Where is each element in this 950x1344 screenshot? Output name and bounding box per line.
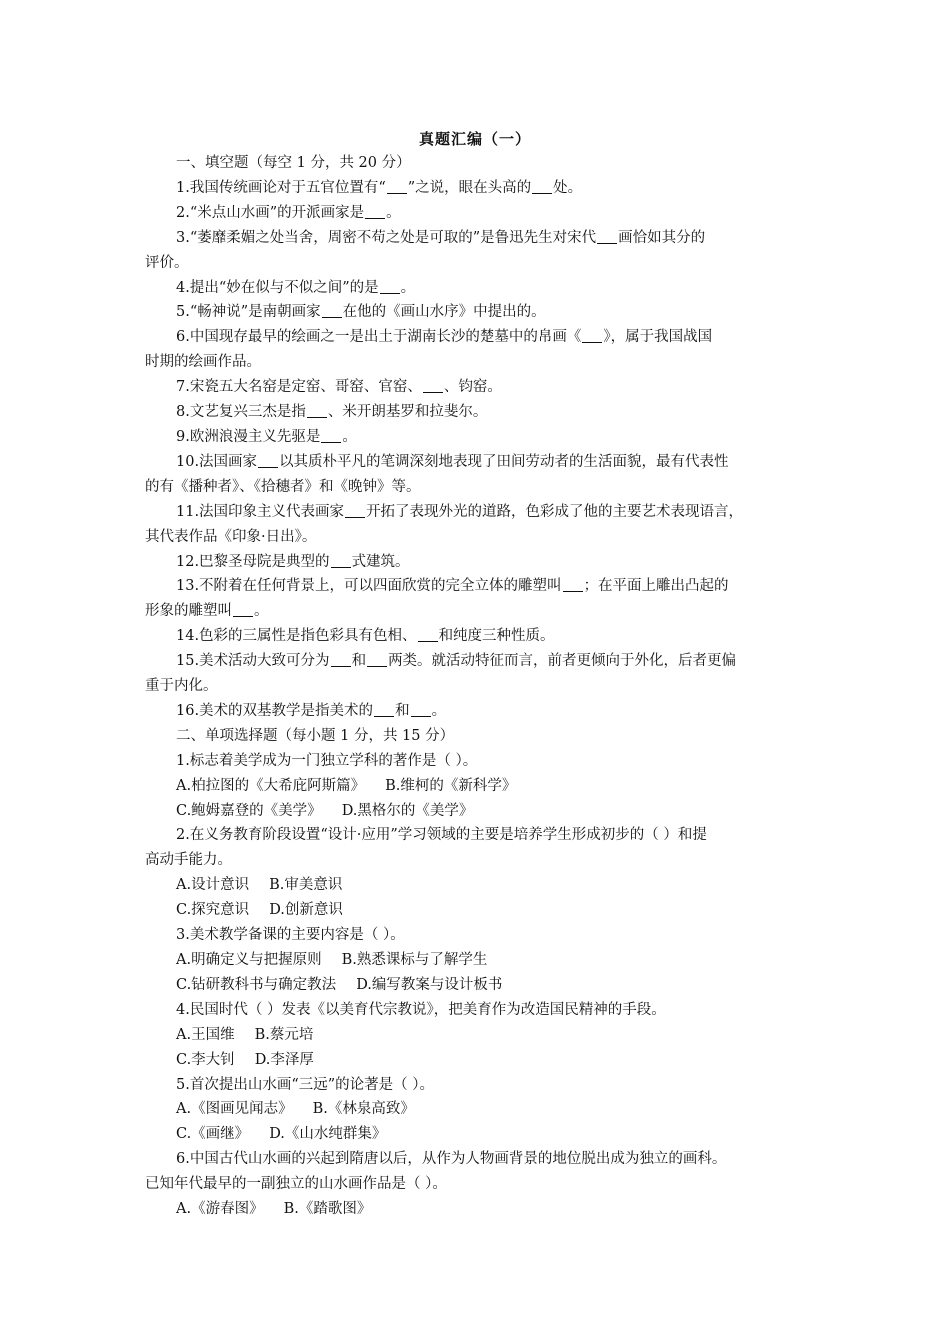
answer-blank <box>331 651 351 667</box>
question-continuation: 时期的绘画作品。 <box>145 354 261 371</box>
section-heading: 二、单项选择题（每小题 1 分，共 15 分） <box>176 727 455 744</box>
option-d: D.创新意识 <box>269 902 343 919</box>
question: 6.中国古代山水画的兴起到隋唐以后，从作为人物画背景的地位脱出成为独立的画科。 <box>176 1151 727 1168</box>
question: 3.“萎靡柔媚之处当舍，周密不苟之处是可取的”是鲁迅先生对宋代 画恰如其分的 <box>176 229 706 246</box>
answer-blank <box>367 651 387 667</box>
question: 3.美术教学备课的主要内容是（ ）。 <box>176 927 405 944</box>
answer-blank <box>423 377 443 393</box>
question: 4.提出“妙在似与不似之间”的是 。 <box>176 279 416 296</box>
answer-blank <box>321 427 341 443</box>
question: 15.美术活动大致可分为 和 两类。就活动特征而言，前者更倾向于外化，后者更偏 <box>176 653 737 670</box>
question-continuation: 高动手能力。 <box>145 852 232 869</box>
option-a: A.设计意识 <box>176 877 250 894</box>
option-b: B.蔡元培 <box>254 1026 314 1043</box>
question-continuation: 的有《播种者》、《拾穗者》和《晚钟》等。 <box>145 478 421 495</box>
question: 6.中国现存最早的绘画之一是出土于湖南长沙的楚墓中的帛画《 》，属于我国战国 <box>176 329 713 346</box>
section-heading: 一、填空题（每空 1 分，共 20 分） <box>176 155 411 171</box>
option-b: B.《踏歌图》 <box>283 1201 372 1218</box>
answer-blank <box>322 302 342 318</box>
option-c: C.李大钊 <box>176 1051 235 1068</box>
question-continuation: 重于内化。 <box>145 678 218 695</box>
question: 5.首次提出山水画“三远”的论著是（ ）。 <box>176 1076 435 1093</box>
options-row <box>145 873 810 898</box>
question: 2.在义务教育阶段设置“设计·应用”学习领域的主要是培养学生形成初步的（ ）和提 <box>176 827 707 844</box>
question: 2.“米点山水画”的开派画家是 。 <box>176 204 401 221</box>
question: 9.欧洲浪漫主义先驱是 。 <box>176 428 357 445</box>
option-a: A.《图画见闻志》 <box>176 1101 293 1118</box>
answer-blank <box>387 178 407 194</box>
option-a: A.王国维 <box>176 1026 235 1043</box>
question-continuation: 已知年代最早的一副独立的山水画作品是（ ）。 <box>145 1176 447 1193</box>
question: 1.标志着美学成为一门独立学科的著作是（ ）。 <box>176 752 478 769</box>
answer-blank <box>418 626 438 642</box>
document-body <box>145 151 810 1222</box>
question: 11.法国印象主义代表画家 开拓了表现外光的道路，色彩成了他的主要艺术表现语言， <box>176 503 744 520</box>
option-a: A.柏拉图的《大希庇阿斯篇》 <box>176 777 366 794</box>
options-row <box>145 948 810 973</box>
options-row <box>145 898 810 923</box>
option-c: C.探究意识 <box>176 902 250 919</box>
answer-blank <box>411 701 431 717</box>
option-a: A.《游春图》 <box>176 1201 264 1218</box>
answer-blank <box>331 552 351 568</box>
answer-blank <box>258 452 278 468</box>
question: 14.色彩的三属性是指色彩具有色相、 和纯度三种性质。 <box>176 628 555 645</box>
page-title: 真题汇编（一） <box>418 130 531 148</box>
option-a: A.明确定义与把握原则 <box>176 952 322 968</box>
options-row <box>145 1097 810 1122</box>
option-c: C.鲍姆嘉登的《美学》 <box>176 802 322 819</box>
option-b: B.《林泉高致》 <box>312 1101 415 1118</box>
option-b: B.维柯的《新科学》 <box>385 777 517 794</box>
option-b: B.审美意识 <box>269 877 343 894</box>
option-d: D.黑格尔的《美学》 <box>341 802 474 819</box>
option-d: D.编写教案与设计板书 <box>356 976 503 993</box>
option-c: C.《画继》 <box>176 1126 250 1143</box>
option-d: D.李泽厚 <box>254 1051 314 1068</box>
answer-blank <box>597 228 617 244</box>
question: 8.文艺复兴三杰是指 、米开朗基罗和拉斐尔。 <box>176 404 488 421</box>
options-row <box>145 774 810 799</box>
question: 16.美术的双基教学是指美术的 和 。 <box>176 702 447 719</box>
options-row <box>145 1122 810 1147</box>
question-continuation: 形象的雕塑叫 。 <box>145 603 269 620</box>
answer-blank <box>380 278 400 294</box>
answer-blank <box>345 502 365 518</box>
answer-blank <box>532 178 552 194</box>
answer-blank <box>365 203 385 219</box>
question: 4.民国时代（ ）发表《以美育代宗教说》，把美育作为改造国民精神的手段。 <box>176 1001 666 1018</box>
answer-blank <box>563 576 583 592</box>
answer-blank <box>582 327 602 343</box>
question-continuation: 评价。 <box>145 254 189 271</box>
option-b: B.熟悉课标与了解学生 <box>341 952 488 968</box>
option-c: C.钻研教科书与确定教法 <box>176 976 337 993</box>
option-d: D.《山水纯群集》 <box>269 1126 387 1143</box>
question-continuation: 其代表作品《印象·日出》。 <box>145 528 317 545</box>
question: 12.巴黎圣母院是典型的 式建筑。 <box>176 553 410 570</box>
options-row <box>145 1197 810 1222</box>
question: 7.宋瓷五大名窑是定窑、哥窑、官窑、 、钧窑。 <box>176 379 502 396</box>
answer-blank <box>307 402 327 418</box>
answer-blank <box>233 601 253 617</box>
question: 1.我国传统画论对于五官位置有“ ”之说，眼在头高的 处。 <box>176 179 583 196</box>
options-row <box>145 1048 810 1073</box>
answer-blank <box>374 701 394 717</box>
options-row <box>145 973 810 998</box>
question: 13.不附着在任何背景上，可以四面欣赏的完全立体的雕塑叫 ；在平面上雕出凸起的 <box>176 578 729 595</box>
options-row <box>145 1023 810 1048</box>
options-row <box>145 799 810 824</box>
question: 5.“畅神说”是南朝画家 在他的《画山水序》中提出的。 <box>176 304 546 321</box>
question: 10.法国画家 以其质朴平凡的笔调深刻地表现了田间劳动者的生活面貌，最有代表性 <box>176 453 729 470</box>
